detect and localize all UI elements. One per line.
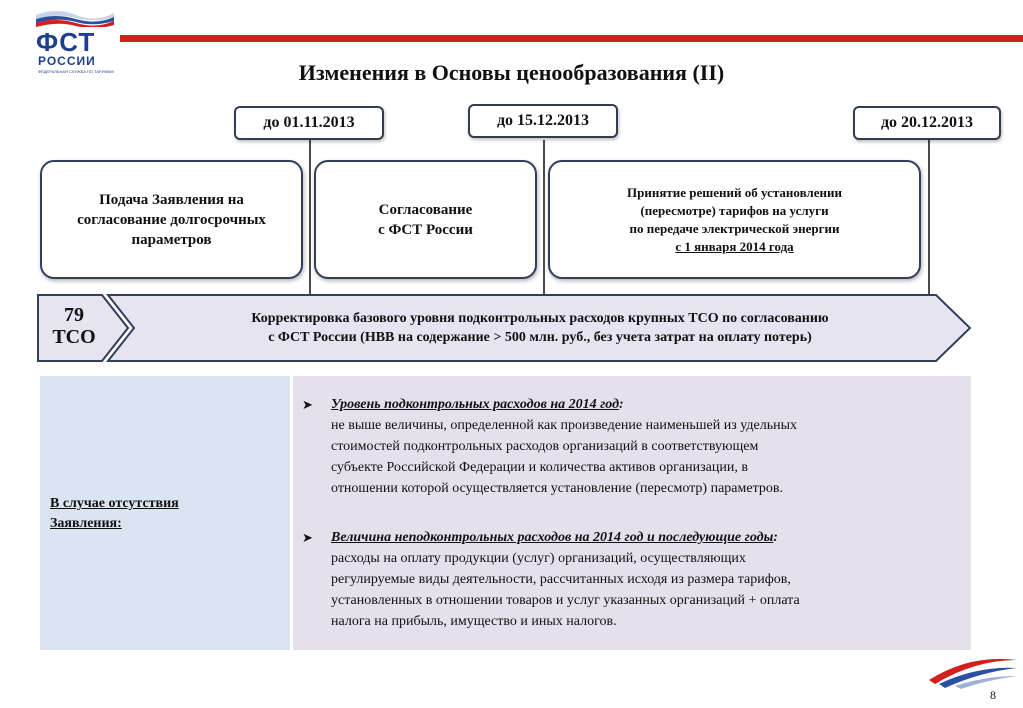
- swoosh-decoration-icon: [925, 650, 1020, 690]
- page-title: Изменения в Основы ценообразования (II): [298, 60, 725, 85]
- bullet-2-line-1: расходы на оплату продукции (услуг) организаций, осуществляющих: [331, 551, 746, 566]
- stage-1-line-3: параметров: [131, 231, 212, 248]
- stage-decision: [548, 160, 921, 279]
- page-number: 8: [990, 688, 996, 702]
- stage-submission: [40, 160, 303, 279]
- bullet-controlled-costs: ➤ Уровень подконтрольных расходов на 2014 год: не выше величины, определенной как произведение наименьшей из удельных стоимостей подконтрольных расходов организаций в соответствующем субъекте Российской Федерации и количества активов организации, в отношении которой осуществляется установление (пересмотр) параметров.: [302, 394, 962, 499]
- stage-2-line-2: с ФСТ России: [378, 221, 473, 238]
- timeline-connector-3: [928, 140, 930, 296]
- bullet-1-line-2: стоимостей подконтрольных расходов организаций в соответствующем: [331, 439, 759, 454]
- condition-label: В случае отсутствия Заявления:: [50, 496, 179, 531]
- date-box-2: до 15.12.2013: [468, 104, 618, 138]
- header-red-line: [120, 35, 1023, 42]
- stage-1-line-2: согласование долгосрочных: [77, 211, 266, 228]
- flag-wave-icon: [36, 9, 114, 27]
- timeline-connector-1: [309, 140, 311, 296]
- logo-subtitle: РОССИИ: [38, 54, 96, 68]
- stage-3-line-1: Принятие решений об установлении: [627, 184, 842, 200]
- arrow-bullet-icon: ➤: [302, 397, 313, 412]
- timeline-connector-2: [543, 140, 545, 296]
- stage-3-line-2: (пересмотре) тарифов на услуги: [640, 202, 829, 218]
- adjustment-text: [130, 309, 950, 347]
- stage-2-line-1: Согласование: [378, 201, 473, 218]
- bullet-uncontrolled-costs: ➤ Величина неподконтрольных расходов на 2014 год и последующие годы: расходы на оплату продукции (услуг) организаций, осуществляющих регулируемые виды деятельности, рассчитанных исходя из размера тарифов, установленных в отношении товаров и услуг указанных организаций + оплата налога на прибыль, имущество и иных налогов.: [302, 527, 962, 632]
- adjustment-line-1: Корректировка базового уровня подконтрольных расходов крупных ТСО по согласованию: [251, 311, 829, 326]
- date-box-3: до 20.12.2013: [853, 106, 1001, 140]
- bullet-1-heading: Уровень подконтрольных расходов на 2014 год: [331, 397, 620, 412]
- logo-name: ФСТ: [36, 27, 96, 57]
- stage-3-line-3: по передаче электрической энергии: [629, 220, 840, 236]
- stage-approval: [314, 160, 537, 279]
- bullet-2-line-3: установленных в отношении товаров и услуг указанных организаций + оплата: [331, 593, 800, 608]
- bullet-2-heading: Величина неподконтрольных расходов на 2014 год и последующие годы: [331, 530, 774, 545]
- bullet-1-line-1: не выше величины, определенной как произведение наименьшей из удельных: [331, 418, 797, 433]
- stage-3-date: с 1 января 2014 года: [675, 238, 794, 254]
- adjustment-line-2: с ФСТ России (НВВ на содержание > 500 млн. руб., без учета затрат на оплату потерь): [268, 330, 812, 345]
- bullet-1-line-4: отношении которой осуществляется установление (пересмотр) параметров.: [331, 481, 783, 496]
- bullet-1-line-3: субъекте Российской Федерации и количества активов организации, в: [331, 460, 748, 475]
- tso-count: 79: [64, 304, 84, 326]
- bullet-2-line-2: регулируемые виды деятельности, рассчитанных исходя из размера тарифов,: [331, 572, 791, 587]
- logo-tagline: ФЕДЕРАЛЬНАЯ СЛУЖБА ПО ТАРИФАМ: [38, 69, 114, 74]
- stage-1-line-1: Подача Заявления на: [99, 191, 244, 208]
- tso-label: ТСО: [52, 326, 96, 348]
- bullet-2-line-4: налога на прибыль, имущество и иных налогов.: [331, 614, 617, 629]
- arrow-bullet-icon: ➤: [302, 530, 313, 545]
- tso-count-badge: [38, 304, 110, 348]
- date-box-1: до 01.11.2013: [234, 106, 384, 140]
